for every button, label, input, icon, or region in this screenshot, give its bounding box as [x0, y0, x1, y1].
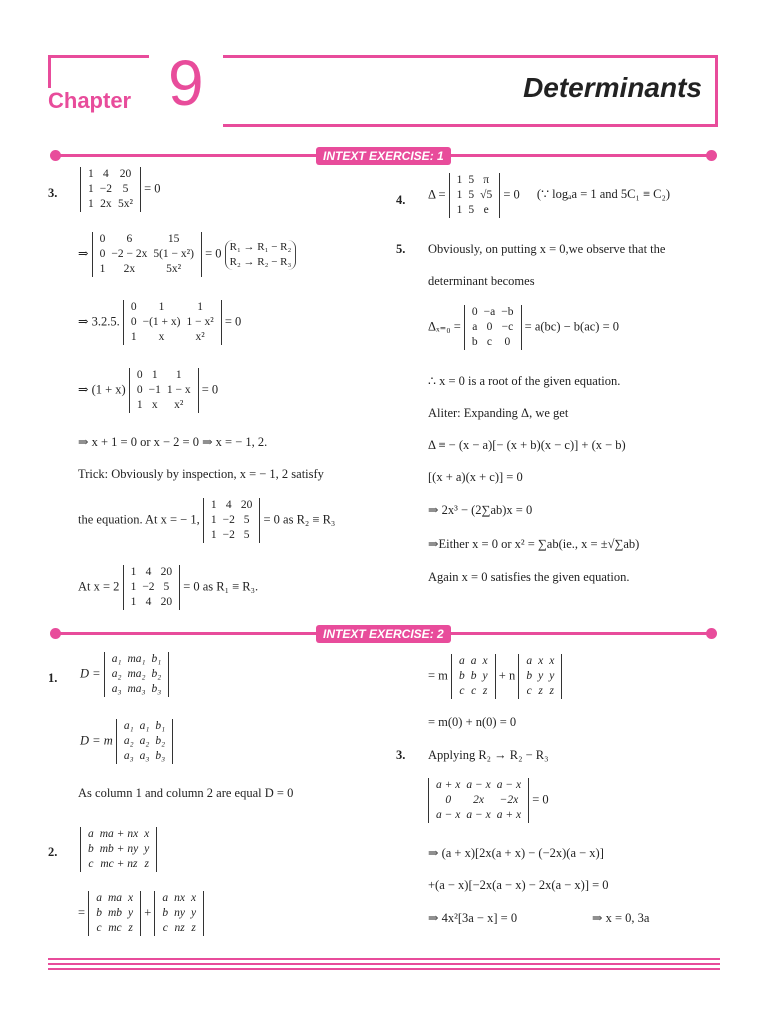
equation-line: +(a − x)[−2x(a − x) − 2x(a − x)] = 0 [428, 878, 609, 892]
header-bracket [48, 55, 149, 88]
determinant: a₁ a₁ b₁ a₂ a₂ b₂ a₃ a₃ b₃ [116, 719, 173, 764]
text-line: ∴ x = 0 is a root of the given equation. [428, 374, 621, 388]
solution-line: ⇒ x + 1 = 0 or x − 2 = 0 ⇒ x = − 1, 2. [78, 435, 268, 449]
equation-line: ⇒ 4x²[3a − x] = 0 [428, 911, 518, 925]
determinant: a + x a − x a − x 0 2x −2x a − x a − x a + x [428, 778, 529, 823]
equation-row: At x = 2 1 4 20 1 −2 5 1 4 20 = 0 as R₁ ≡ R₃. [78, 566, 259, 608]
equation-line: Δ ≡ − (x − a)[− (x + b)(x − c)] + (x − b) [428, 438, 626, 452]
chapter-number: 9 [168, 47, 204, 119]
question-number: 3. [396, 748, 406, 762]
equation-row [78, 232, 296, 277]
equation-row: Δ = 1 5 π 1 5 √5 1 5 e = 0 (∵ logₐa = 1 and 5C₁ ≡ C₂) [428, 174, 671, 216]
ruler-dot-right [706, 150, 717, 161]
equation-row [80, 827, 157, 872]
determinant: 1 4 20 1 −2 5 1 −2 5 [203, 498, 261, 543]
footer-rule [48, 968, 720, 970]
determinant: 0 6 15 0 −2 − 2x 5(1 − x²) 1 2x 5x² [92, 232, 202, 277]
text-line: As column 1 and column 2 are equal D = 0 [78, 786, 294, 800]
equation-row: D = m a₁ a₁ b₁ a₂ a₂ b₂ a₃ a₃ b₃ [80, 719, 173, 764]
equation-line: ⇒ 2x³ − (2∑ab)x = 0 [428, 503, 533, 517]
determinant: a₁ ma₁ b₁ a₂ ma₂ b₂ a₃ ma₃ b₃ [104, 652, 170, 697]
determinant: 0 1 1 0 −1 1 − x 1 x x² [129, 368, 199, 413]
determinant: 1 5 π 1 5 √5 1 5 e [449, 173, 501, 218]
equation-row: the equation. At x = − 1, 1 4 20 1 −2 5 1 −2 5 = 0 as R₂ ≡ R₃ [78, 499, 336, 541]
equation-row: D = a₁ ma₁ b₁ a₂ ma₂ b₂ a₃ ma₃ b₃ [80, 652, 169, 697]
determinant: a ma x b mb y c mc z [88, 891, 141, 936]
equation-line: [(x + a)(x + c)] = 0 [428, 470, 523, 484]
equation-rhs: = 0 [144, 181, 161, 196]
row-operations: R₁ → R₁ − R₂ R₂ → R₂ − R₃ [225, 240, 297, 270]
note: (∵ logₐa = 1 and 5C₁ ≡ C₂) [536, 187, 671, 202]
chapter-label: Chapter [48, 88, 132, 113]
equation-line: ⇒Either x = 0 or x² = ∑ab(ie., x = ±√∑ab) [428, 537, 640, 551]
determinant: 1 4 20 1 −2 5 1 4 20 [123, 565, 181, 610]
equation-line: ⇒ (a + x)[2x(a + x) − (−2x)(a − x)] [428, 846, 604, 860]
section-label: INTEXT EXERCISE: 2 [316, 625, 451, 643]
determinant: 0 −a −b a 0 −c b c 0 [464, 305, 522, 350]
ruler-dot-right [706, 628, 717, 639]
determinant: a nx x b ny y c nz z [154, 891, 204, 936]
footer-rule [48, 963, 720, 965]
question-number: 3. [48, 186, 58, 200]
question-number: 5. [396, 242, 406, 256]
question-number: 1. [48, 671, 58, 685]
equation-line: = m(0) + n(0) = 0 [428, 715, 517, 729]
text-line: determinant becomes [428, 274, 535, 288]
question-number: 4. [396, 193, 406, 207]
text-line: Applying R₂ → R₂ − R₃ [428, 748, 549, 762]
equation-row: ⇒ 3.2.5. 0 1 1 0 −(1 + x) 1 − x² 1 x x² = 0 [78, 301, 242, 343]
determinant: a a x b b y c c z [451, 654, 496, 699]
equation-line: ⇒ x = 0, 3a [592, 911, 650, 925]
determinant: a ma + nx x b mb + ny y c mc + nz z [80, 827, 157, 872]
question-number: 2. [48, 845, 58, 859]
text-line: Again x = 0 satisfies the given equation. [428, 570, 630, 584]
text-line: Obviously, on putting x = 0,we observe that the [428, 242, 666, 256]
equation-row: ⇒ (1 + x) 0 1 1 0 −1 1 − x 1 x x² = 0 [78, 369, 219, 411]
text-line: Aliter: Expanding Δ, we get [428, 406, 569, 420]
implies-symbol: ⇒ [78, 246, 89, 261]
equation-row: = a ma x b mb y c mc z + a nx x b ny y c nz z [78, 891, 204, 936]
equation-row: = m a a x b b y c c z + n a x x b y y c z z [428, 654, 562, 699]
footer-rule [48, 958, 720, 960]
determinant: 0 1 1 0 −(1 + x) 1 − x² 1 x x² [123, 300, 222, 345]
determinant: a x x b y y c z z [518, 654, 562, 699]
equation-row: a + x a − x a − x 0 2x −2x a − x a − x a + x = 0 [428, 778, 549, 823]
equation-row: Δₓ₌₀ = 0 −a −b a 0 −c b c 0 = a(bc) − b(ac) = 0 [428, 306, 620, 348]
determinant: 1 4 20 1 −2 5 1 2x 5x² [80, 167, 141, 212]
page-title: Determinants [523, 72, 702, 103]
equation-rhs: = 0 [205, 246, 222, 261]
equation-row [80, 167, 161, 212]
section-label: INTEXT EXERCISE: 1 [316, 147, 451, 165]
trick-line: Trick: Obviously by inspection, x = − 1, 2 satisfy [78, 467, 324, 481]
